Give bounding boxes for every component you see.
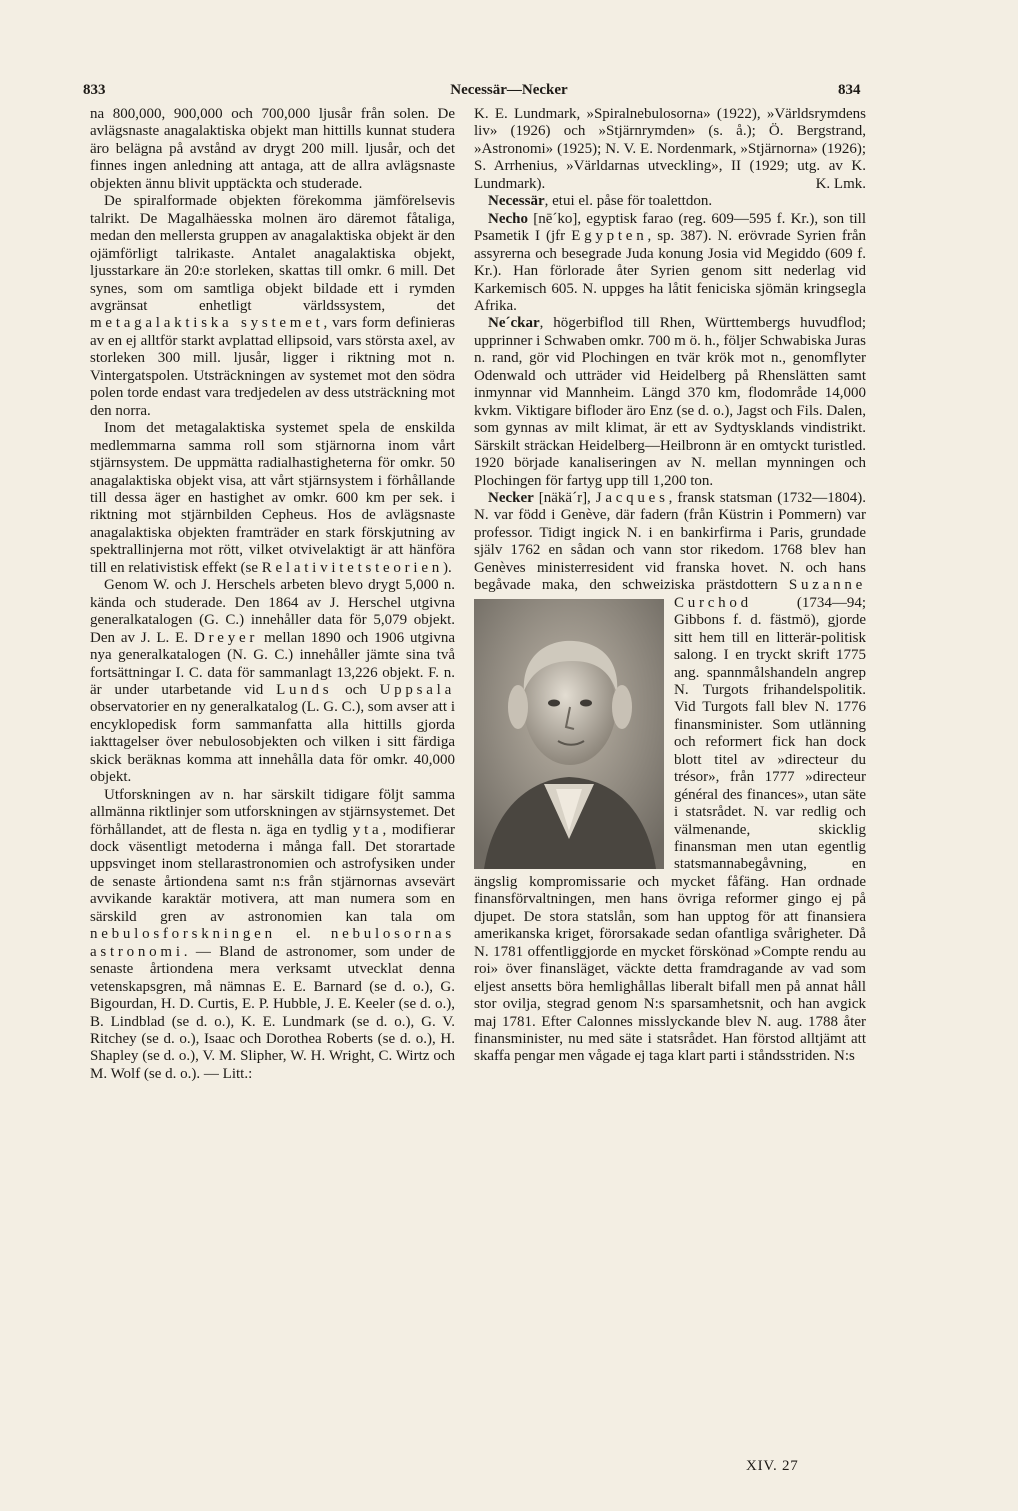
entry-necessar: Necessär, etui el. påse för toalettdon. (488, 193, 713, 210)
page-number-left: 833 (83, 82, 106, 98)
entry-necho: Necho [nē´ko], egyptisk farao (reg. 609—595 f. Kr.), son till Psametik I (jfr Egypten, sp. 387). N. erövrade Syrien från assyrerna och besegrade Juda konung Josia vid Megiddo (609 f. Kr.). Han förlorade åter Syrien genom sitt nederlag vid Karkemisch 605. N. uppges ha låtit feniciska sjömän kringsegla Afrika. (474, 210, 866, 314)
headword: Necho (488, 210, 528, 227)
page-number-right: 834 (838, 82, 861, 98)
paragraph: Inom det metagalaktiska systemet spela de enskilda medlemmarna samma roll som stjärnorna inom vårt stjärnsystem. De uppmätta radialhastigheterna för omkr. 50 anagalaktiska objekt visa, att vårt stjärnsystem i förhållande till dessa äger en hastighet av omkr. 600 km per sek. i riktning mot stjärnbilden Cepheus. Hos de avlägsnaste anagalaktiska objekten framträder en stark förskjutning av spektrallinjerna mot rött, vilket otvivelaktigt är att hänföra till en relativistisk effekt (se Relativitetsteorien). (90, 420, 455, 576)
left-column (90, 106, 455, 1083)
portrait-image (474, 599, 664, 869)
paragraph: Genom W. och J. Herschels arbeten blevo drygt 5,000 n. kända och studerade. Den 1864 av J. Herschel utgivna generalkatalogen (G. C.) innehåller data för 5,079 objekt. Den av J. L. E. Dreyer mellan 1890 och 1906 utgivna nya generalkatalogen (N. G. C.) innehåller jämte sina två fortsättningar I. C. data för sammanlagt 13,226 objekt. F. n. är under utarbetande vid Lunds och Uppsala observatorier en ny generalkatalog (L. G. C.), som avser att i encyklopedisk form sammanfatta alla hittills gjorda iakttagelser över nebulosobjekten och vilken i sitt färdiga skick beräknas komma att innehålla data för omkr. 40,000 objekt. (90, 577, 456, 786)
paragraph: K. E. Lundmark, »Spiralnebulosorna» (1922), »Världsrymdens liv» (1926) och »Stjärnrymden» (s. å.); Ö. Bergstrand, »Astronomi» (1925); N. V. E. Nordenmark, »Stjärnorna» (1926); S. Arrhenius, »Världarnas utveckling», II (1929; utg. av K. Lundmark). K. Lmk. (474, 106, 866, 192)
paragraph: Utforskningen av n. har särskilt tidigare följt samma allmänna riktlinjer som utforskningen av stjärnsystemet. Det förhållandet, att de flesta n. äga en tydlig yta, modifierar dock väsentligt metoderna i många fall. Det storartade uppsvinget inom stellarastronomien och astrofysiken under de senaste årtiondena samt n:s från stjärnornas avsevärt avvikande karaktär motivera, att man numera som en särskild gren av astronomien kan tala om nebulosforskningen el. nebulosornas astronomi. — Bland de astronomer, som under de senaste årtiondena mera verksamt utvecklat denna vetenskapsgren, må nämnas E. E. Barnard (se d. o.), G. Bigourdan, H. D. Curtis, E. P. Hubble, J. E. Keeler (se d. o.), B. Lindblad (se d. o.), K. E. Lundmark (se d. o.), G. V. Ritchey (se d. o.), Isaac och Dorothea Roberts (se d. o.), H. Shapley (se d. o.), V. M. Slipher, W. H. Wright, C. Wirtz och M. Wolf (se d. o.). — Litt.: (90, 786, 455, 1082)
running-head: Necessär—Necker (450, 82, 568, 98)
right-column (474, 106, 866, 1066)
author-signature: K. Lmk. (815, 175, 866, 192)
headword: Necker (488, 489, 534, 506)
entry-necker: Necker [näkä´r], Jacques, fransk statsman (1732—1804). N. var född i Genève, där fadern (från Küstrin i Pommern) var professor. Tidigt ingick N. i en bankirfirma i Paris, grundade själv 1762 en sådan och vann stor rikedom. 1768 blev han Genèves ministerresident vid franska hovet. N. och hans begåvade maka, den schweiziska prästdottern Suzanne Curchod (1734—94; Gibbons f. d. fästmö), gjorde sitt hem till en litterär-politisk salong. I en tryckt skrift 1775 ang. spannmålshandeln angrep N. Turgots frihandelspolitik. Vid Turgots fall blev N. 1776 finansminister. Som utlänning och reformert fick han dock blott titel av »directeur du trésor», från 1777 »directeur général des finances», utan säte i statsrådet. N. var redlig och välmenande, skicklig finansman men utan egentlig statsmannabegåvning, en ängslig kompromissarie och mycket fåfäng. Han ordnade finansförvaltningen, men hans övriga reformer gingo ej på djupet. De stora statslån, som han upptog för att finansiera amerikanska kriget, förorsakade sedan ofantliga svårigheter. Då N. 1781 offentliggjorde en mycket förskönad »Compte rendu au roi» över finansläget, väckte detta framdragande av vad som eljest ansetts böra hemlighållas liberalt bifall men på annat håll stor ovilja, stegrad genom N:s sparsamhetsnit, och han avgick maj 1781. Efter Calonnes misslyckande blev N. aug. 1788 åter finansminister, nu med säte i statsrådet. Han förstod alltjämt att skaffa pengar men vågade ej taga klart parti i ståndsstriden. N:s (474, 489, 866, 1065)
headword: Necessär (488, 193, 545, 210)
paragraph: De spiralformade objekten förekomma jämförelsevis talrikt. De Magalhäesska molnen äro däremot fåtaliga, medan den mellersta gruppen av anagalaktiska objekt är den ojämförligt talrikaste. Antalet anagalaktiska objekt, ljusstarkare än 20:e storleken, skattas till omkr. 6 mill. Det synes, som om samtliga objekt bildade ett i rymden avgränsat enhetligt världssystem, det metagalaktiska systemet, vars form definieras av en ej alltför starkt avplattad ellipsoid, vars största axel, av storleken 300 mill. ljusår, ligger i riktning mot n. Vintergatspolen. Utsträckningen av systemet mot den södra polen torde endast vara tredjedelen av dess utsträckning mot den norra. (90, 193, 455, 419)
paragraph: na 800,000, 900,000 och 700,000 ljusår från solen. De avlägsnaste anagalaktiska objekt man hittills kunnat studera äro belägna på avstånd av drygt 200 mill. ljusår, och det finnes ingen anledning att antaga, att de allra avlägsnaste objekten ännu blivit upptäckta och studerade. (90, 106, 455, 192)
entry-neckar: Ne´ckar, högerbiflod till Rhen, Württembergs huvudflod; upprinner i Schwaben omkr. 700 m ö. h., följer Schwabiska Juras n. rand, gör vid Plochingen en tvär krök mot n., genomflyter Odenwald och utträder vid Heidelberg på Rhenslätten samt inmynnar vid Mannheim. Längd 370 km, flodområde 14,000 kvkm. Viktigare bifloder äro Enz (se d. o.), Jagst och Fils. Dalen, som gynnas av milt klimat, är ett av Sydtysklands vindistrikt. Särskilt sträckan Heidelberg—Heilbronn är en omtyckt turistled. 1920 började kanaliseringen av N. mellan mynningen och Plochingen för fartyg upp till 1,200 ton. (474, 315, 866, 489)
headword: Ne´ckar (488, 315, 540, 332)
signature-mark: XIV. 27 (746, 1458, 799, 1474)
